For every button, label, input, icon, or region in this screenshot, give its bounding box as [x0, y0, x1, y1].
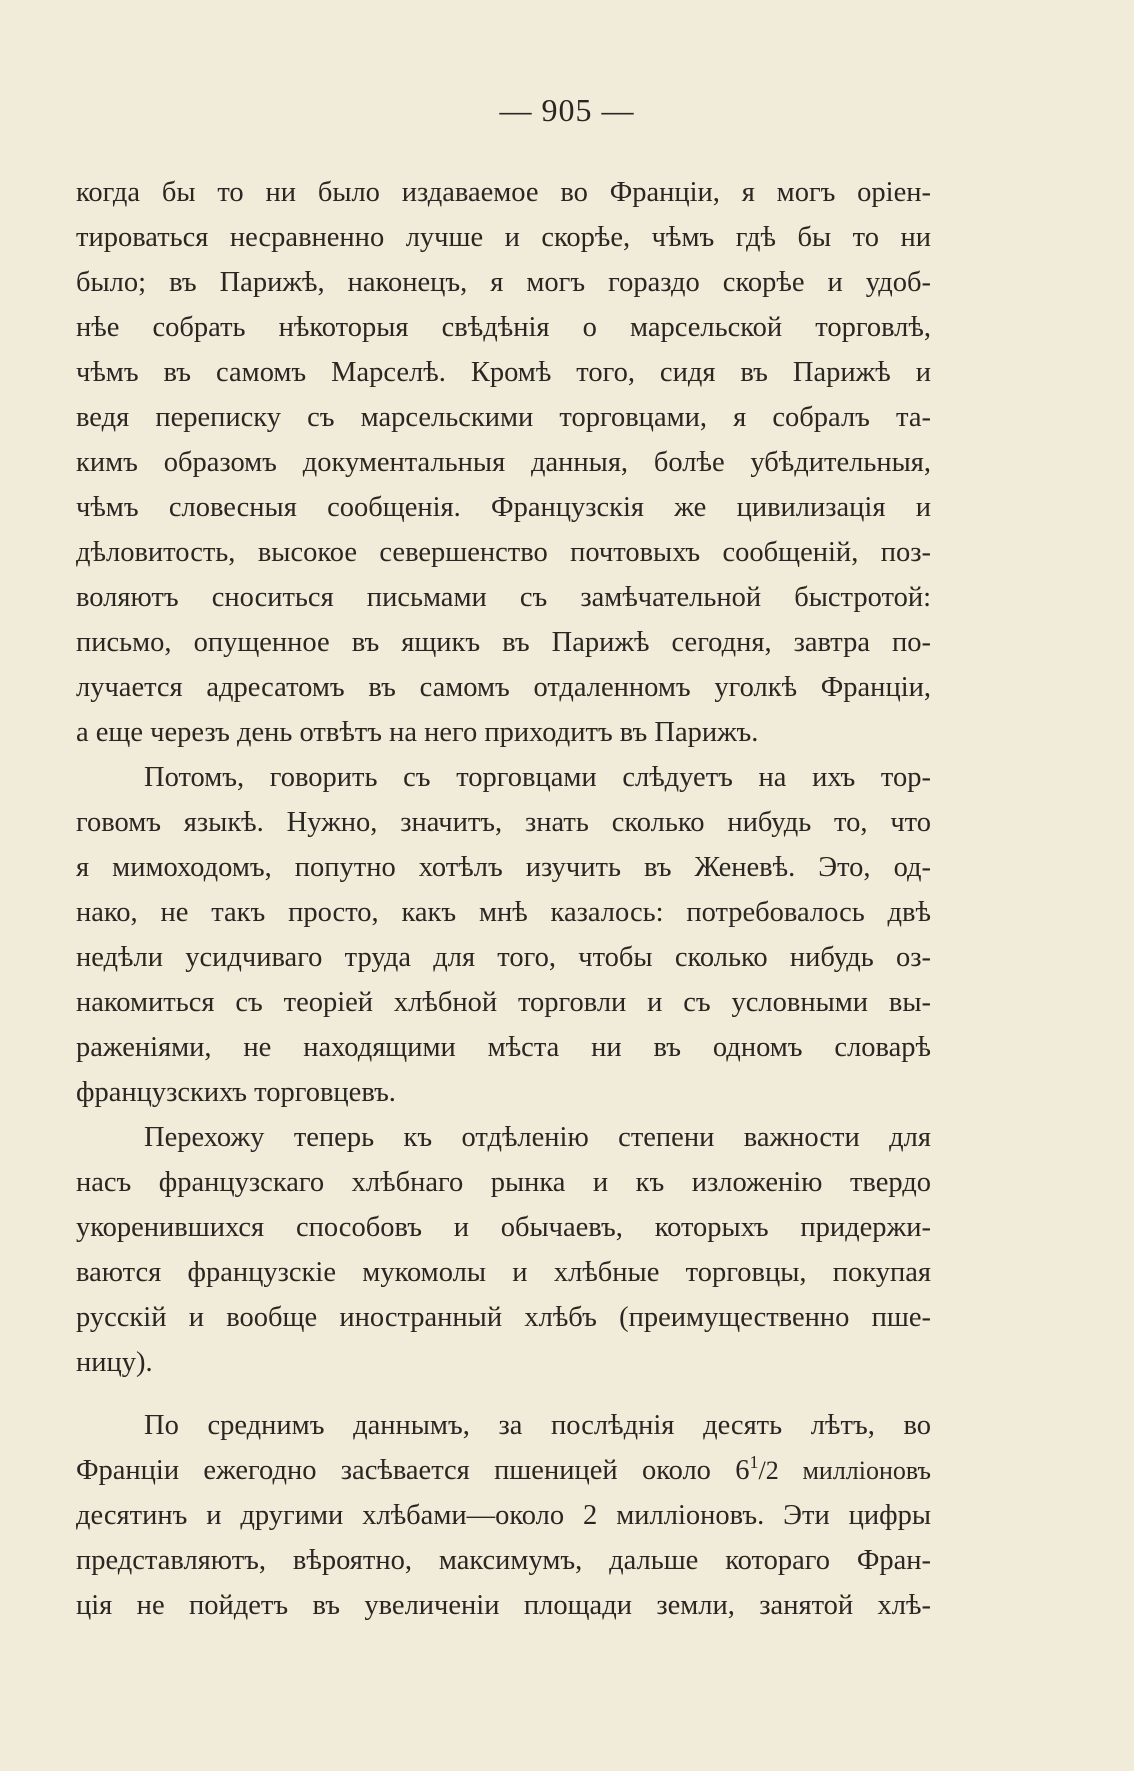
text-line: было; въ Парижѣ, наконецъ, я могъ гораздо скорѣе и удоб-	[76, 267, 931, 298]
text-line: ницу).	[76, 1347, 153, 1378]
text-line: чѣмъ словесныя сообщенія. Французскія же цивилизація и	[76, 492, 931, 523]
text-fragment: Франціи ежегодно засѣвается пшеницей около 6	[76, 1455, 750, 1486]
text-line-with-fraction	[76, 1448, 931, 1493]
text-line: По среднимъ даннымъ, за послѣднія десять лѣтъ, во	[144, 1410, 931, 1441]
text-line: французскихъ торговцевъ.	[76, 1077, 396, 1108]
text-line: нако, не такъ просто, какъ мнѣ казалось: потребовалось двѣ	[76, 897, 931, 928]
text-line: ведя переписку съ марсельскими торговцами, я собралъ та-	[76, 402, 931, 433]
text-line: я мимоходомъ, попутно хотѣлъ изучить въ Женевѣ. Это, од-	[76, 852, 931, 883]
text-line: лучается адресатомъ въ самомъ отдаленномъ уголкѣ Франціи,	[76, 672, 931, 703]
text-line: укоренившихся способовъ и обычаевъ, которыхъ придержи-	[76, 1212, 931, 1243]
text-line: а еще черезъ день отвѣтъ на него приходитъ въ Парижъ.	[76, 717, 759, 748]
text-line: тироваться несравненно лучше и скорѣе, чѣмъ гдѣ бы то ни	[76, 222, 931, 253]
fraction-rest: /2 милліоновъ	[758, 1456, 931, 1485]
page-number-header: — 905 —	[499, 92, 635, 128]
text-line: кимъ образомъ документальныя данныя, болѣе убѣдительныя,	[76, 447, 931, 478]
text-line: нѣе собрать нѣкоторыя свѣдѣнія о марсельской торговлѣ,	[76, 312, 931, 343]
text-line: недѣли усидчиваго труда для того, чтобы сколько нибудь оз-	[76, 942, 931, 973]
paragraph-1	[76, 170, 931, 755]
text-line: раженіями, не находящими мѣста ни въ одномъ словарѣ	[76, 1032, 931, 1063]
text-line: десятинъ и другими хлѣбами—около 2 милліоновъ. Эти цифры	[76, 1500, 931, 1531]
text-line: русскій и вообще иностранный хлѣбъ (преимущественно пше-	[76, 1302, 931, 1333]
text-line: представляютъ, вѣроятно, максимумъ, дальше котораго Фран-	[76, 1545, 931, 1576]
text-line: письмо, опущенное въ ящикъ въ Парижѣ сегодня, завтра по-	[76, 627, 931, 658]
text-line: говомъ языкѣ. Нужно, значитъ, знать сколько нибудь то, что	[76, 807, 931, 838]
text-line: ваются французскіе мукомолы и хлѣбные торговцы, покупая	[76, 1257, 931, 1288]
body-text	[76, 170, 931, 1628]
paragraph-2	[76, 755, 931, 1115]
text-line: накомиться съ теоріей хлѣбной торговли и съ условными вы-	[76, 987, 931, 1018]
paragraph-3	[76, 1115, 931, 1385]
text-line: Перехожу теперь къ отдѣленію степени важности для	[144, 1122, 931, 1153]
fraction-numerator: 1	[749, 1452, 759, 1472]
text-line: воляютъ сноситься письмами съ замѣчательной быстротой:	[76, 582, 931, 613]
text-line: ція не пойдетъ въ увеличеніи площади земли, занятой хлѣ-	[76, 1590, 931, 1621]
text-line: дѣловитость, высокое севершенство почтовыхъ сообщеній, поз-	[76, 537, 931, 568]
paragraph-4	[76, 1403, 931, 1628]
text-line: когда бы то ни было издаваемое во Франціи, я могъ оріен-	[76, 177, 931, 208]
text-line: Потомъ, говорить съ торговцами слѣдуетъ на ихъ тор-	[144, 762, 931, 793]
text-line: чѣмъ въ самомъ Марселѣ. Кромѣ того, сидя въ Парижѣ и	[76, 357, 931, 388]
text-line: насъ французскаго хлѣбнаго рынка и къ изложенію твердо	[76, 1167, 931, 1198]
